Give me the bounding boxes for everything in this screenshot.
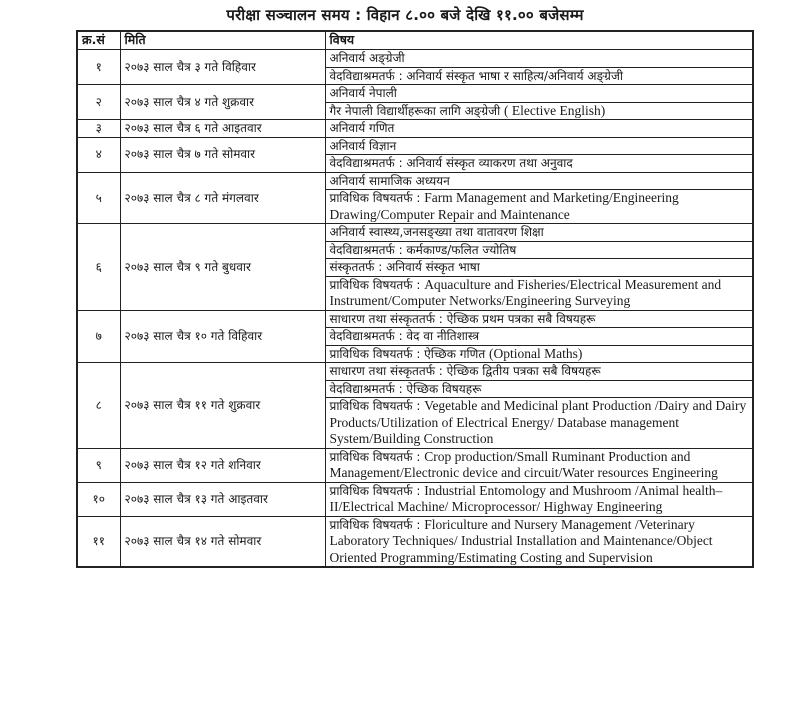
subject-text-english: Crop production/Small Ruminant Production and Management/Electronic device and circuit/Water resources Engineering — [329, 448, 718, 480]
table-row — [77, 172, 753, 190]
subject-cell — [325, 120, 753, 138]
serial-number-cell: ३ — [77, 120, 120, 138]
exam-date-cell: २०७३ साल चैत्र ४ गते शुक्रवार — [120, 85, 325, 120]
subject-text-english: Floriculture and Nursery Management /Veterinary Laboratory Techniques/ Industrial Installation and Maintenance/Object Oriented Programming/Estimating Costing and Supervision — [329, 516, 713, 565]
exam-schedule-table — [76, 30, 754, 568]
serial-number-cell: ११ — [77, 516, 120, 567]
exam-date-cell: २०७३ साल चैत्र १२ गते शनिवार — [120, 448, 325, 482]
header-serial-number: क्र.सं — [77, 31, 120, 50]
subject-text-nepali: प्राविधिक विषयतर्फ : — [329, 399, 425, 413]
table-row — [77, 363, 753, 381]
subject-cell — [325, 398, 753, 449]
subject-text-nepali: साधारण तथा संस्कृततर्फ : ऐच्छिक द्वितीय पत्रका सबै विषयहरू — [329, 364, 601, 378]
subject-text-english: Farm Management and Marketing/Engineering Drawing/Computer Repair and Maintenance — [329, 190, 679, 222]
exam-date-cell: २०७३ साल चैत्र ९ गते बुधवार — [120, 224, 325, 311]
subject-text-nepali: प्राविधिक विषयतर्फ : — [329, 449, 425, 464]
subject-text-nepali: वेदविद्याश्रमतर्फ : वेद वा नीतिशास्त्र — [329, 329, 480, 343]
subject-cell — [325, 516, 753, 567]
subject-text-english: Aquaculture and Fisheries/Electrical Measurement and Instrument/Computer Networks/Engineering Surveying — [329, 276, 722, 308]
exam-date-cell: २०७३ साल चैत्र ८ गते मंगलवार — [120, 172, 325, 224]
exam-date-cell: २०७३ साल चैत्र १३ गते आइतवार — [120, 482, 325, 516]
subject-text-nepali: प्राविधिक विषयतर्फ : — [329, 517, 425, 532]
exam-date-cell: २०७३ साल चैत्र १० गते विहिवार — [120, 310, 325, 363]
exam-date-cell: २०७३ साल चैत्र १४ गते सोमवार — [120, 516, 325, 567]
subject-text-nepali: अनिवार्य अङ्ग्रेजी — [329, 51, 405, 65]
subject-cell — [325, 345, 753, 363]
table-row — [77, 85, 753, 103]
subject-text-nepali: प्राविधिक विषयतर्फ : — [329, 191, 425, 205]
subject-text-nepali: अनिवार्य स्वास्थ्य,जनसङ्ख्या तथा वातावरण शिक्षा — [329, 225, 544, 239]
subject-text-nepali: प्राविधिक विषयतर्फ : ऐच्छिक गणित — [329, 346, 489, 361]
header-subject: विषय — [325, 31, 753, 50]
subject-text-nepali: वेदविद्याश्रमतर्फ : अनिवार्य संस्कृत भाषा र साहित्य/अनिवार्य अङ्ग्रेजी — [329, 68, 623, 83]
subject-cell — [325, 482, 753, 516]
subject-cell — [325, 328, 753, 346]
header-date: मिति — [120, 31, 325, 50]
table-row — [77, 448, 753, 482]
subject-cell — [325, 241, 753, 259]
subject-text-nepali: अनिवार्य नेपाली — [329, 86, 397, 100]
serial-number-cell: ५ — [77, 172, 120, 224]
subject-cell — [325, 259, 753, 277]
subject-text-nepali: अनिवार्य विज्ञान — [329, 138, 397, 153]
serial-number-cell: ६ — [77, 224, 120, 311]
table-row — [77, 482, 753, 516]
exam-date-cell: २०७३ साल चैत्र ३ गते विहिवार — [120, 50, 325, 85]
subject-cell — [325, 310, 753, 328]
subject-text-nepali: वेदविद्याश्रमतर्फ : ऐच्छिक विषयहरू — [329, 381, 482, 396]
serial-number-cell: १ — [77, 50, 120, 85]
serial-number-cell: ७ — [77, 310, 120, 363]
serial-number-cell: ४ — [77, 137, 120, 172]
subject-cell — [325, 155, 753, 173]
exam-date-cell: २०७३ साल चैत्र ११ गते शुक्रवार — [120, 363, 325, 449]
subject-cell — [325, 190, 753, 224]
subject-cell — [325, 137, 753, 155]
table-row — [77, 50, 753, 68]
subject-cell — [325, 85, 753, 103]
subject-text-nepali: प्राविधिक विषयतर्फ : — [329, 277, 425, 292]
subject-text-nepali: संस्कृततर्फ : अनिवार्य संस्कृत भाषा — [329, 260, 480, 274]
subject-text-nepali: अनिवार्य सामाजिक अध्ययन — [329, 173, 450, 188]
table-row — [77, 120, 753, 138]
subject-cell — [325, 363, 753, 381]
subject-cell — [325, 172, 753, 190]
subject-text-nepali: प्राविधिक विषयतर्फ : — [329, 483, 425, 498]
table-row — [77, 516, 753, 567]
subject-cell — [325, 102, 753, 120]
subject-cell — [325, 276, 753, 310]
serial-number-cell: २ — [77, 85, 120, 120]
subject-cell — [325, 67, 753, 85]
table-row — [77, 137, 753, 155]
exam-date-cell: २०७३ साल चैत्र ६ गते आइतवार — [120, 120, 325, 138]
exam-date-cell: २०७३ साल चैत्र ७ गते सोमवार — [120, 137, 325, 172]
schedule-time-title: परीक्षा सञ्चालन समय : विहान ८.०० बजे देखि ११.०० बजेसम्म — [226, 6, 584, 24]
subject-text-nepali: गैर नेपाली विद्यार्थीहरूका लागि अङ्ग्रेजी — [329, 103, 505, 118]
table-row — [77, 224, 753, 242]
subject-text-english: ( Elective English) — [504, 102, 606, 118]
serial-number-cell: ९ — [77, 448, 120, 482]
subject-cell — [325, 448, 753, 482]
schedule-body — [77, 50, 753, 568]
header-row — [77, 31, 753, 50]
table-row — [77, 310, 753, 328]
subject-text-english: Vegetable and Medicinal plant Production /Dairy and Dairy Products/Utilization of Electrical Energy/ Database management System/Building Construction — [329, 398, 747, 446]
subject-cell — [325, 50, 753, 68]
subject-text-english: Industrial Entomology and Mushroom /Animal health–II/Electrical Machine/ Microprocessor/ Highway Engineering — [329, 482, 723, 514]
subject-text-nepali: वेदविद्याश्रमतर्फ : अनिवार्य संस्कृत व्याकरण तथा अनुवाद — [329, 156, 573, 170]
subject-text-english: (Optional Maths) — [488, 345, 583, 361]
serial-number-cell: ८ — [77, 363, 120, 449]
subject-text-nepali: अनिवार्य गणित — [329, 121, 395, 135]
subject-cell — [325, 224, 753, 242]
subject-text-nepali: वेदविद्याश्रमतर्फ : कर्मकाण्ड/फलित ज्योतिष — [329, 242, 517, 257]
subject-text-nepali: साधारण तथा संस्कृततर्फ : ऐच्छिक प्रथम पत्रका सबै विषयहरू — [329, 311, 596, 326]
subject-cell — [325, 380, 753, 398]
serial-number-cell: १० — [77, 482, 120, 516]
